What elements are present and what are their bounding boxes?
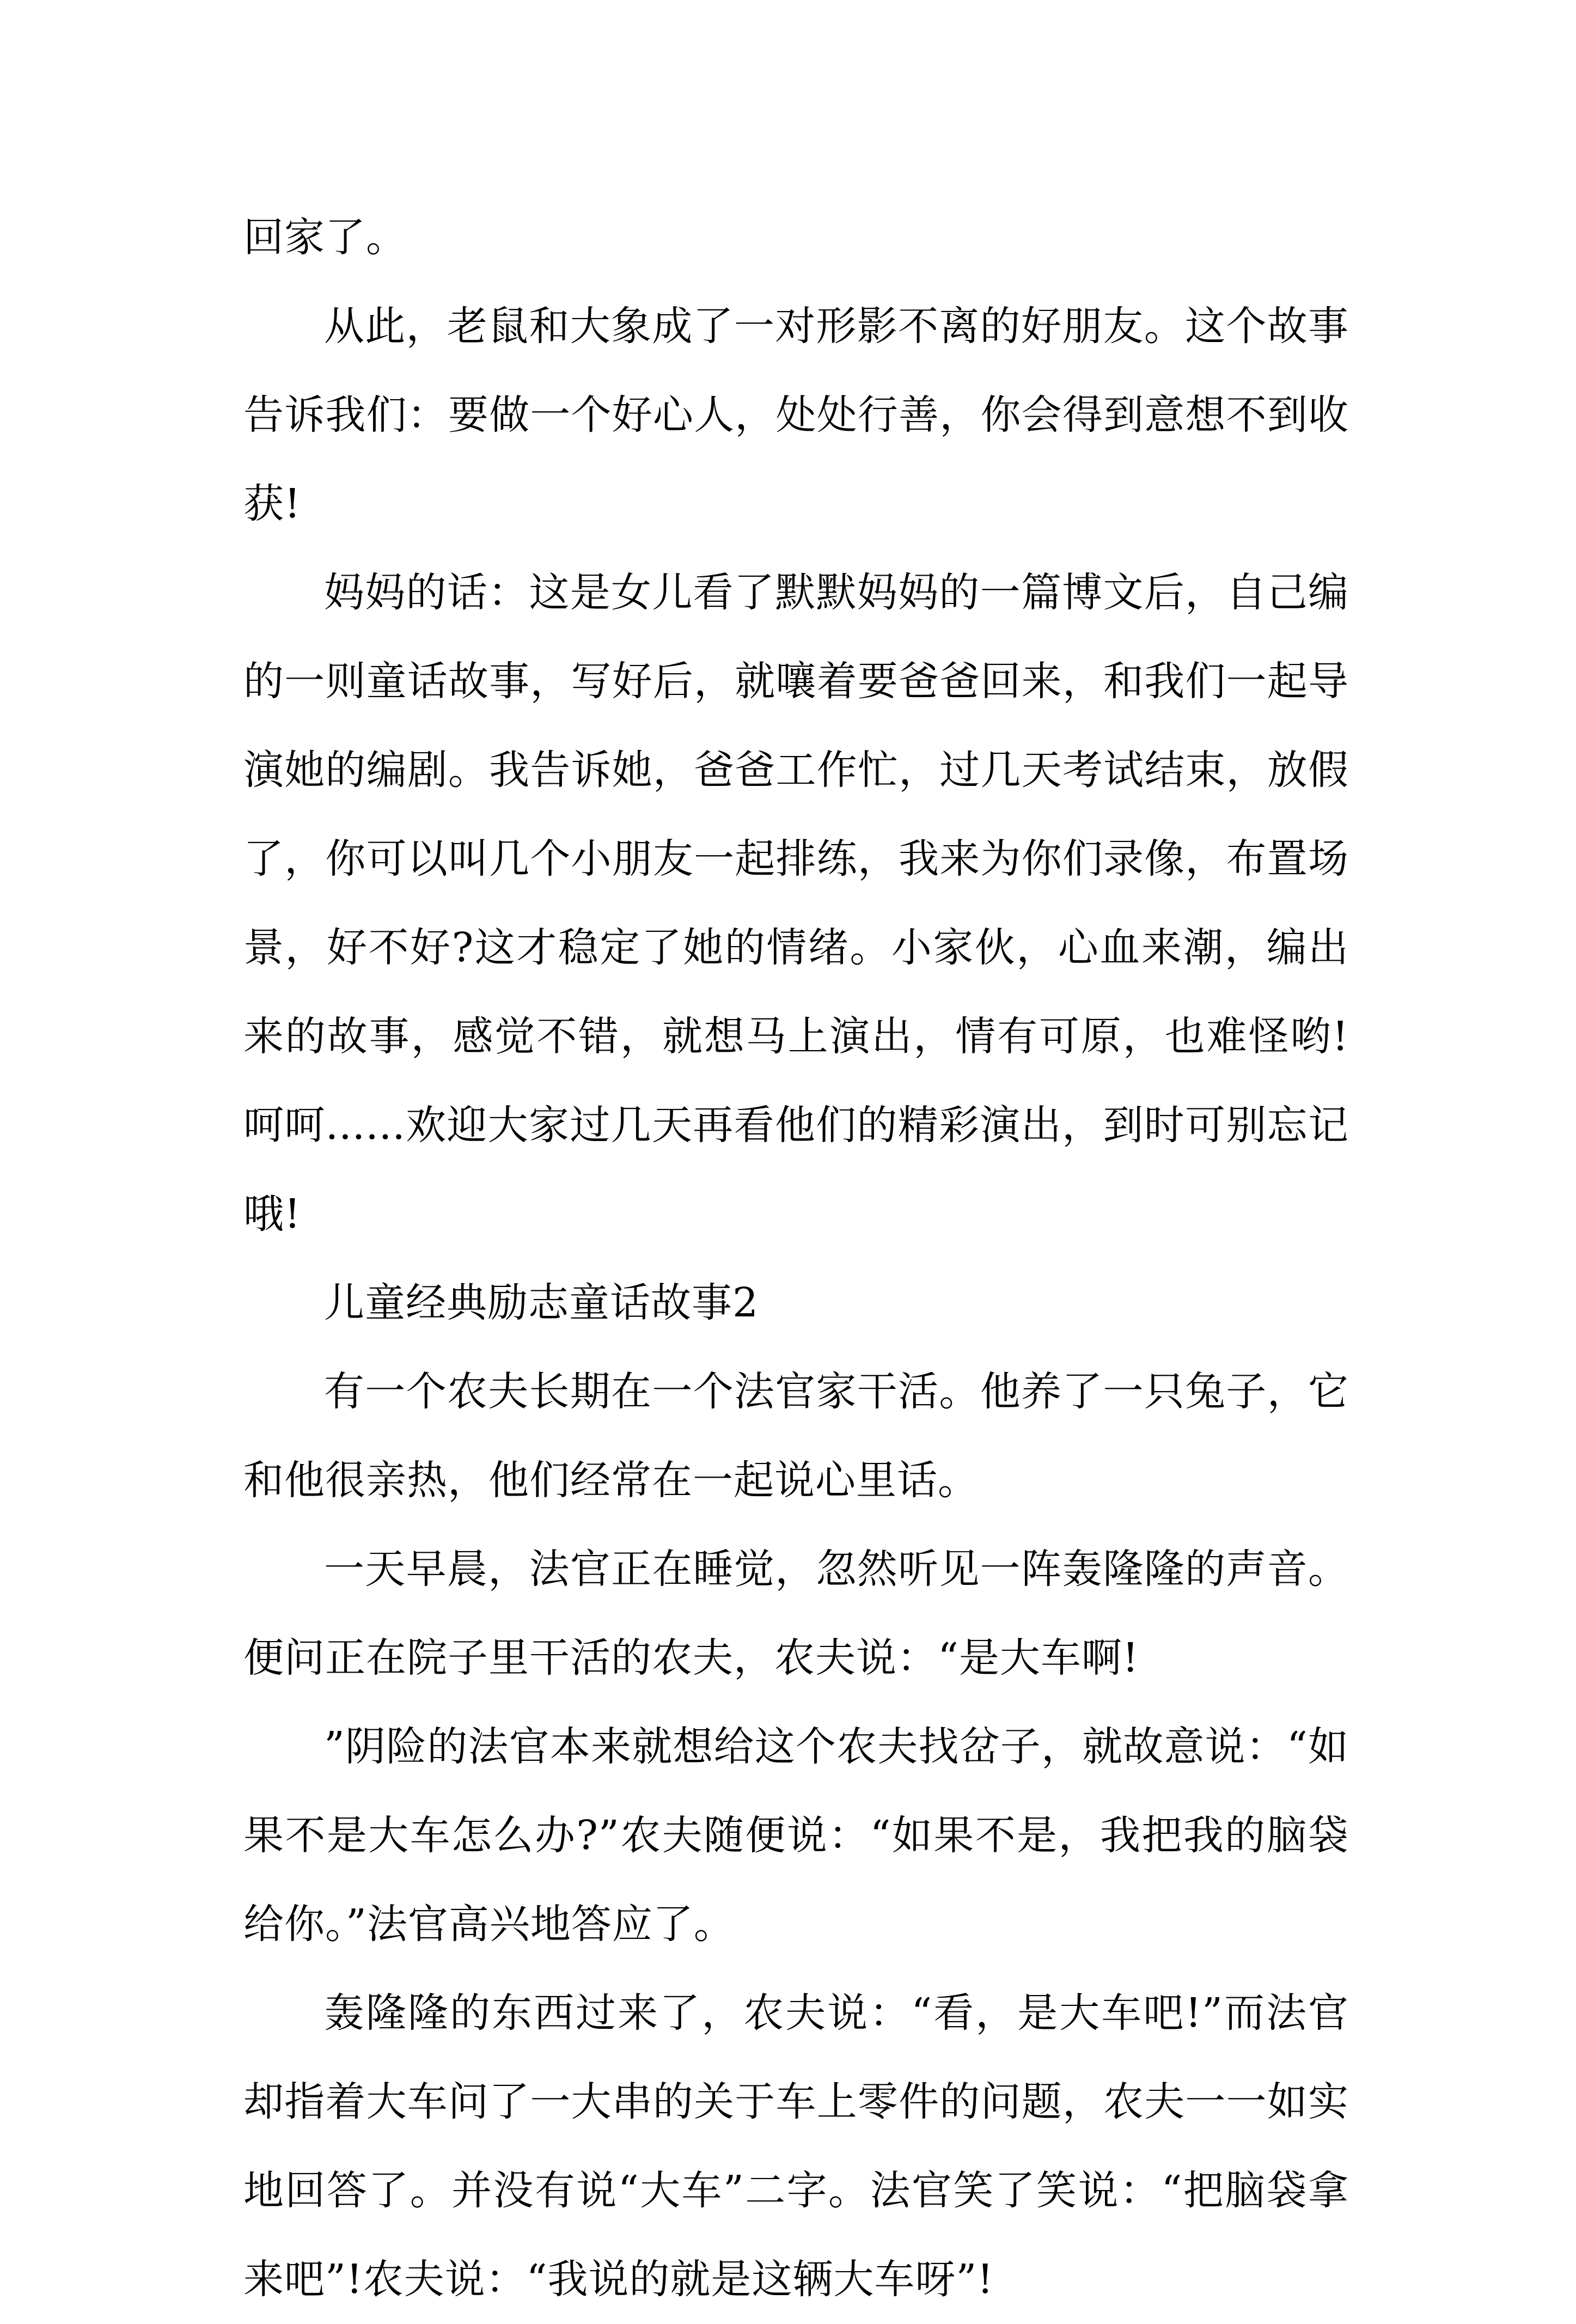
- paragraph-morning: 一天早晨，法官正在睡觉，忽然听见一阵轰隆隆的声音。便问正在院子里干活的农夫，农夫说：“是大车啊!: [243, 1546, 1349, 1681]
- paragraph-mothers-note: 妈妈的话：这是女儿看了默默妈妈的一篇博文后，自己编的一则童话故事，写好后，就嚷着要爸爸回来，和我们一起导演她的编剧。我告诉她，爸爸工作忙，过几天考试结束，放假了，你可以叫几个小朋友一起排练，我来为你们录像，布置场景，好不好?这才稳定了她的情绪。小家伙，心血来潮，编出来的故事，感觉不错，就想马上演出，情有可原，也难怪哟!呵呵......欢迎大家过几天再看他们的精彩演出，到时可别忘记哦!: [243, 569, 1349, 1237]
- document-page: [243, 193, 1349, 2324]
- paragraph-bet: ”阴险的法官本来就想给这个农夫找岔子，就故意说：“如果不是大车怎么办?”农夫随便说：“如果不是，我把我的脑袋给你。”法官高兴地答应了。: [243, 1723, 1349, 1948]
- story-heading: 儿童经典励志童话故事2: [324, 1279, 759, 1326]
- paragraph-moral: 从此，老鼠和大象成了一对形影不离的好朋友。这个故事告诉我们：要做一个好心人，处处行善，你会得到意想不到收获!: [243, 303, 1349, 527]
- paragraph-farmer-intro: 有一个农夫长期在一个法官家干活。他养了一只兔子，它和他很亲热，他们经常在一起说心里话。: [243, 1368, 1349, 1504]
- paragraph-cart: 轰隆隆的东西过来了，农夫说：“看，是大车吧!”而法官却指着大车问了一大串的关于车上零件的问题，农夫一一如实地回答了。并没有说“大车”二字。法官笑了笑说：“把脑袋拿来吧”!农夫说：“我说的就是这辆大车呀”!: [243, 1990, 1349, 2303]
- paragraph-continuation: 回家了。: [243, 214, 407, 261]
